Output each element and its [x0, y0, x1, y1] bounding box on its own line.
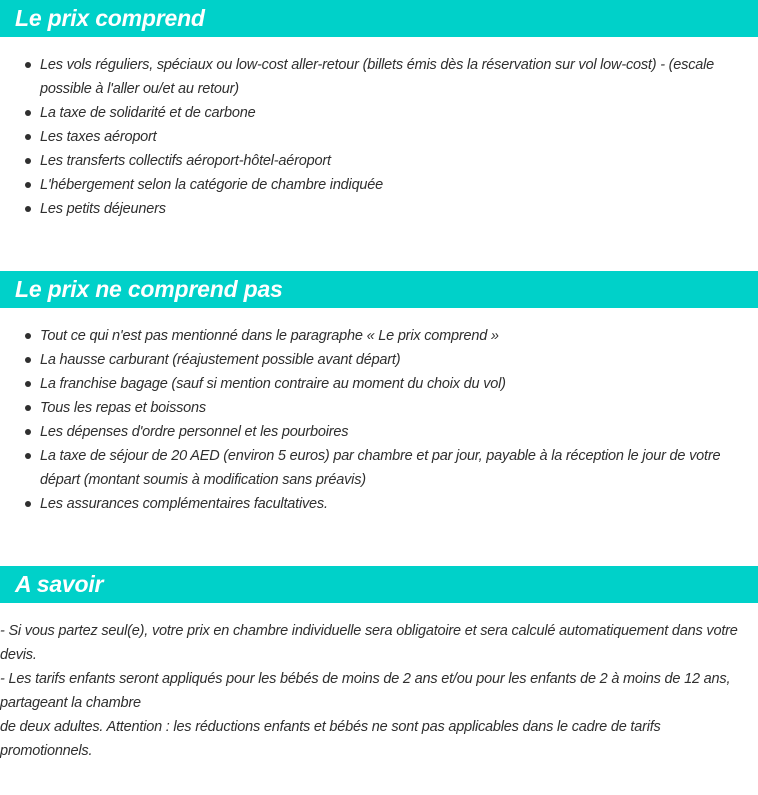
- includes-header: [0, 0, 758, 37]
- list-item: [40, 101, 738, 125]
- list-item: [40, 197, 738, 221]
- bullet-icon: [25, 357, 31, 363]
- list-item-text: La taxe de solidarité et de carbone: [40, 105, 256, 121]
- bullet-icon: [25, 182, 31, 188]
- bullet-icon: [25, 405, 31, 411]
- list-item: [40, 444, 738, 492]
- excludes-header: [0, 271, 758, 308]
- list-item: [40, 348, 738, 372]
- list-item: [40, 53, 738, 101]
- savoir-header: [0, 566, 758, 603]
- excludes-section: [0, 271, 758, 516]
- bullet-icon: [25, 158, 31, 164]
- bullet-icon: [25, 206, 31, 212]
- list-item: [40, 324, 738, 348]
- bullet-icon: [25, 429, 31, 435]
- bullet-icon: [25, 381, 31, 387]
- includes-title: Le prix comprend: [15, 5, 205, 31]
- list-item-text: La taxe de séjour de 20 AED (environ 5 euros) par chambre et par jour, payable à la réception le jour de votre départ (montant soumis à modification sans préavis): [40, 448, 721, 488]
- bullet-icon: [25, 134, 31, 140]
- savoir-paragraph: - Si vous partez seul(e), votre prix en chambre individuelle sera obligatoire et sera calculé automatiquement dans votre devis.: [0, 623, 738, 663]
- list-item-text: Tout ce qui n'est pas mentionné dans le paragraphe « Le prix comprend »: [40, 328, 499, 344]
- savoir-paragraph: - Les tarifs enfants seront appliqués pour les bébés de moins de 2 ans et/ou pour les enfants de 2 à moins de 12 ans, partageant la chambre: [0, 671, 731, 711]
- list-item-text: L'hébergement selon la catégorie de chambre indiquée: [40, 177, 384, 193]
- savoir-paragraph: de deux adultes. Attention : les réductions enfants et bébés ne sont pas applicables dans le cadre de tarifs promotionnels.: [0, 719, 661, 759]
- savoir-title: A savoir: [15, 571, 104, 597]
- list-item: [40, 173, 738, 197]
- bullet-icon: [25, 62, 31, 68]
- list-item-text: Les petits déjeuners: [40, 201, 166, 217]
- list-item-text: Les dépenses d'ordre personnel et les pourboires: [40, 424, 349, 440]
- list-item: [40, 125, 738, 149]
- excludes-list: [0, 308, 758, 516]
- list-item-text: Les transferts collectifs aéroport-hôtel-aéroport: [40, 153, 331, 169]
- includes-section: [0, 0, 758, 221]
- excludes-title: Le prix ne comprend pas: [15, 276, 283, 302]
- list-item: [40, 492, 738, 516]
- list-item-text: Les assurances complémentaires facultatives.: [40, 496, 328, 512]
- bullet-icon: [25, 501, 31, 507]
- list-item: [40, 420, 738, 444]
- savoir-section: [0, 566, 758, 763]
- includes-list: [0, 37, 758, 221]
- savoir-body: [0, 603, 758, 763]
- bullet-icon: [25, 333, 31, 339]
- list-item: [40, 372, 738, 396]
- list-item: [40, 149, 738, 173]
- list-item-text: Tous les repas et boissons: [40, 400, 206, 416]
- list-item: [40, 396, 738, 420]
- list-item-text: Les vols réguliers, spéciaux ou low-cost aller-retour (billets émis dès la réservation sur vol low-cost) - (escale possible à l'aller ou/et au retour): [40, 57, 715, 97]
- bullet-icon: [25, 110, 31, 116]
- list-item-text: La franchise bagage (sauf si mention contraire au moment du choix du vol): [40, 376, 506, 392]
- list-item-text: Les taxes aéroport: [40, 129, 157, 145]
- list-item-text: La hausse carburant (réajustement possible avant départ): [40, 352, 401, 368]
- bullet-icon: [25, 453, 31, 459]
